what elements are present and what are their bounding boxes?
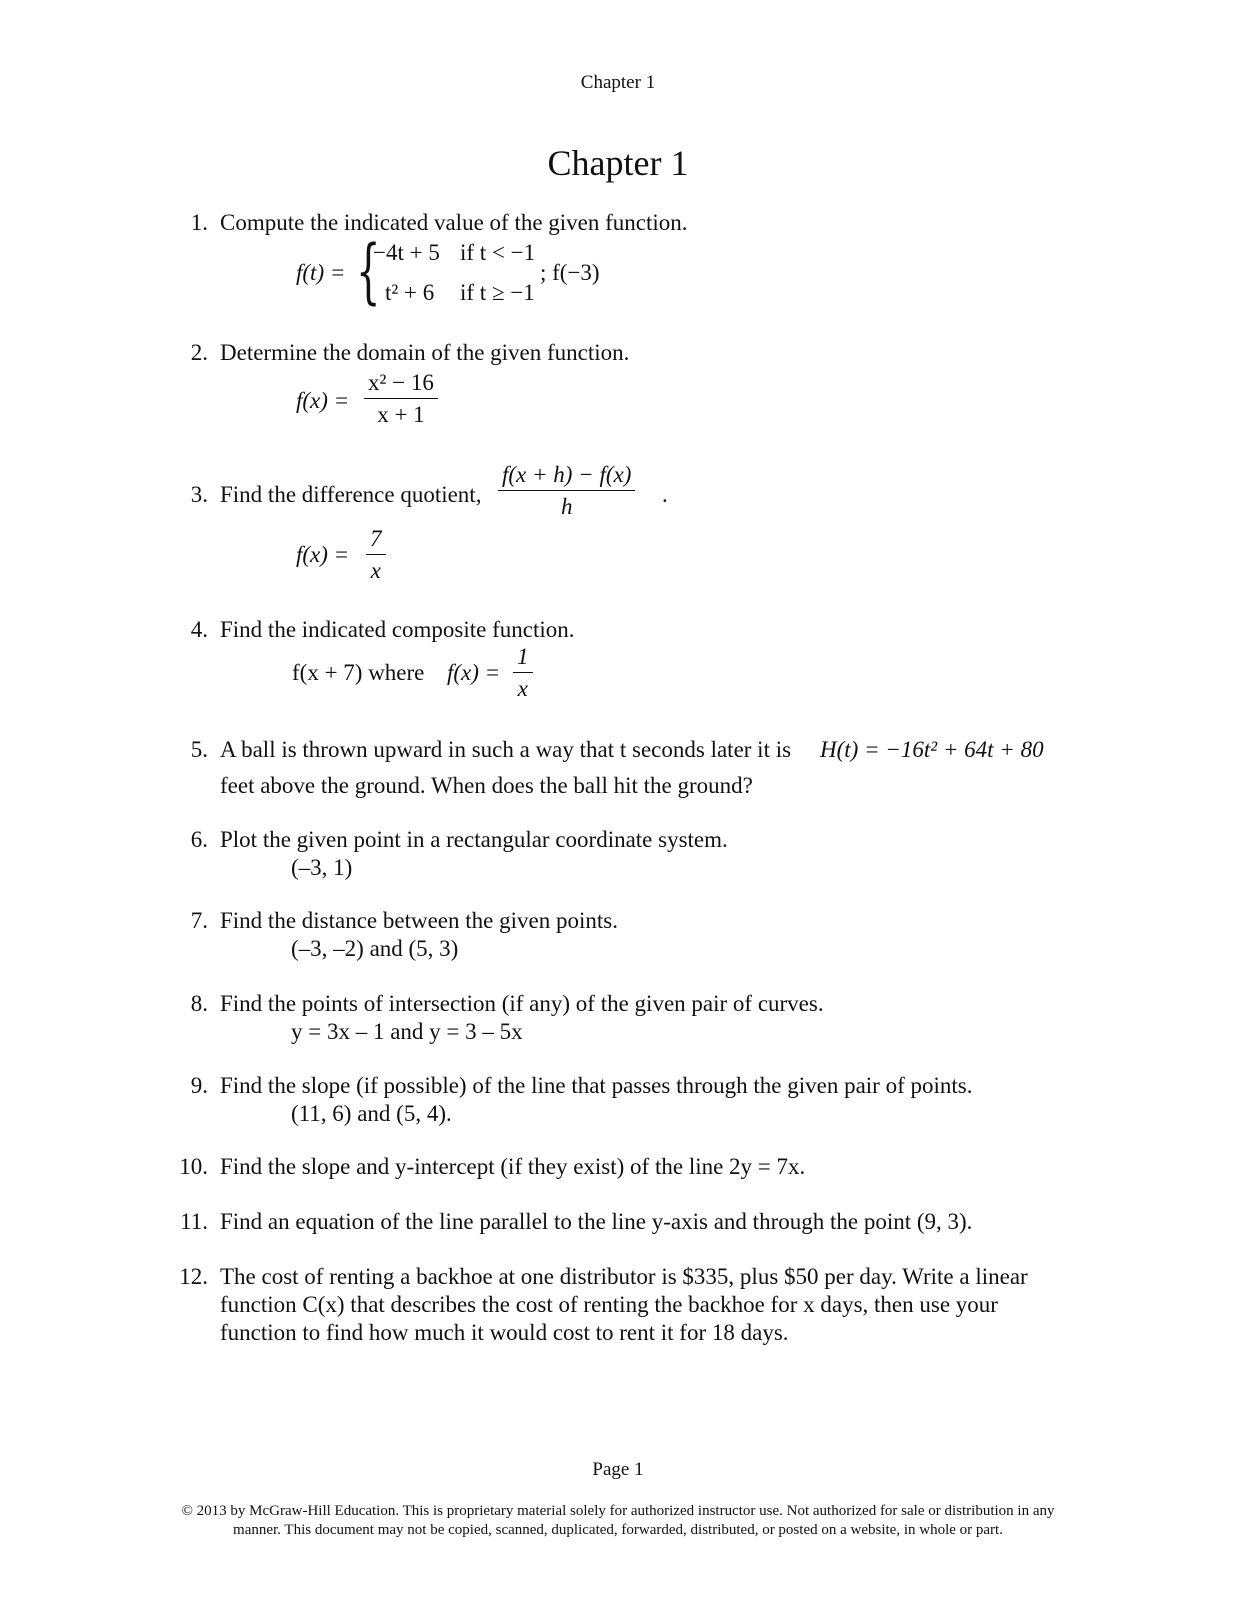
fraction [364,370,438,428]
height-equation: H(t) = −16t² + 64t + 80 [820,737,1044,762]
fraction-denominator: x [517,676,528,701]
question-text-line: function C(x) that describes the cost of renting the backhoe for x days, then use your [220,1292,998,1317]
left-brace-symbol: { [356,230,381,312]
fraction [513,644,533,702]
question-number: 5. [190,737,208,762]
case-2-condition: if t ≥ −1 [460,280,535,305]
question-given: (11, 6) and (5, 4). [291,1101,452,1126]
question-number: 11. [180,1209,208,1234]
fraction [366,526,386,584]
chapter-title: Chapter 1 [547,143,689,183]
question-text: Find the indicated composite function. [220,617,575,642]
question-number: 7. [190,908,208,933]
question-number: 12. [179,1264,208,1289]
footer-line: manner. This document may not be copied, scanned, duplicated, forwarded, distributed, or posted on a website, in whole or part. [233,1522,1003,1538]
question-text: Find the slope and y-intercept (if they exist) of the line 2y = 7x. [220,1154,806,1179]
fraction-numerator: 7 [366,526,386,555]
question-text: A ball is thrown upward in such a way that t seconds later it is [220,737,792,762]
question-text: Compute the indicated value of the given function. [220,210,688,235]
fraction-denominator: x [370,558,381,583]
copyright-footer [120,1502,1116,1540]
question-number: 4. [190,617,208,642]
question-text: Plot the given point in a rectangular coordinate system. [220,827,728,852]
case-1-condition: if t < −1 [460,240,536,265]
question-number: 8. [190,991,208,1016]
function-lhs: f(x) = [296,388,350,413]
question-number: 3. [190,482,208,507]
fraction-denominator: h [560,494,573,519]
difference-quotient [498,462,635,520]
fraction-numerator: x² − 16 [364,370,438,399]
evaluate-at: ; f(−3) [540,260,600,285]
fraction-numerator: f(x + h) − f(x) [498,462,635,491]
case-2-expression: t² + 6 [385,280,435,305]
footer-line: © 2013 by McGraw-Hill Education. This is proprietary material solely for authorized instructor use. Not authorized for sale or distribution in any [181,1503,1055,1519]
fraction-denominator: x + 1 [377,402,425,427]
composite-expression: f(x + 7) where [292,660,425,685]
question-given: (–3, 1) [291,855,353,880]
function-lhs: f(t) = [296,260,346,285]
function-lhs: f(x) = [447,660,501,685]
sentence-period: . [662,482,668,507]
case-1-expression: −4t + 5 [373,240,440,265]
fraction-numerator: 1 [513,644,533,673]
running-header: Chapter 1 [580,72,656,93]
question-given: y = 3x – 1 and y = 3 – 5x [291,1019,523,1044]
question-text-continued: feet above the ground. When does the ball hit the ground? [220,773,753,798]
question-number: 6. [190,827,208,852]
question-given: (–3, –2) and (5, 3) [291,936,459,961]
question-text-line: The cost of renting a backhoe at one distributor is $335, plus $50 per day. Write a linear [220,1264,1028,1289]
question-text: Find the slope (if possible) of the line that passes through the given pair of points. [220,1073,973,1098]
question-text: Determine the domain of the given function. [220,340,630,365]
question-number: 9. [190,1073,208,1098]
question-number: 1. [190,210,208,235]
page-number: Page 1 [592,1459,644,1480]
question-number: 2. [190,340,208,365]
question-text-line: function to find how much it would cost to rent it for 18 days. [220,1320,789,1345]
question-text: Find the difference quotient, [220,482,482,507]
question-text: Find an equation of the line parallel to the line y-axis and through the point (9, 3). [220,1209,973,1234]
function-lhs: f(x) = [296,542,350,567]
question-text: Find the points of intersection (if any) of the given pair of curves. [220,991,824,1016]
question-number: 10. [179,1154,208,1179]
question-text: Find the distance between the given points. [220,908,618,933]
